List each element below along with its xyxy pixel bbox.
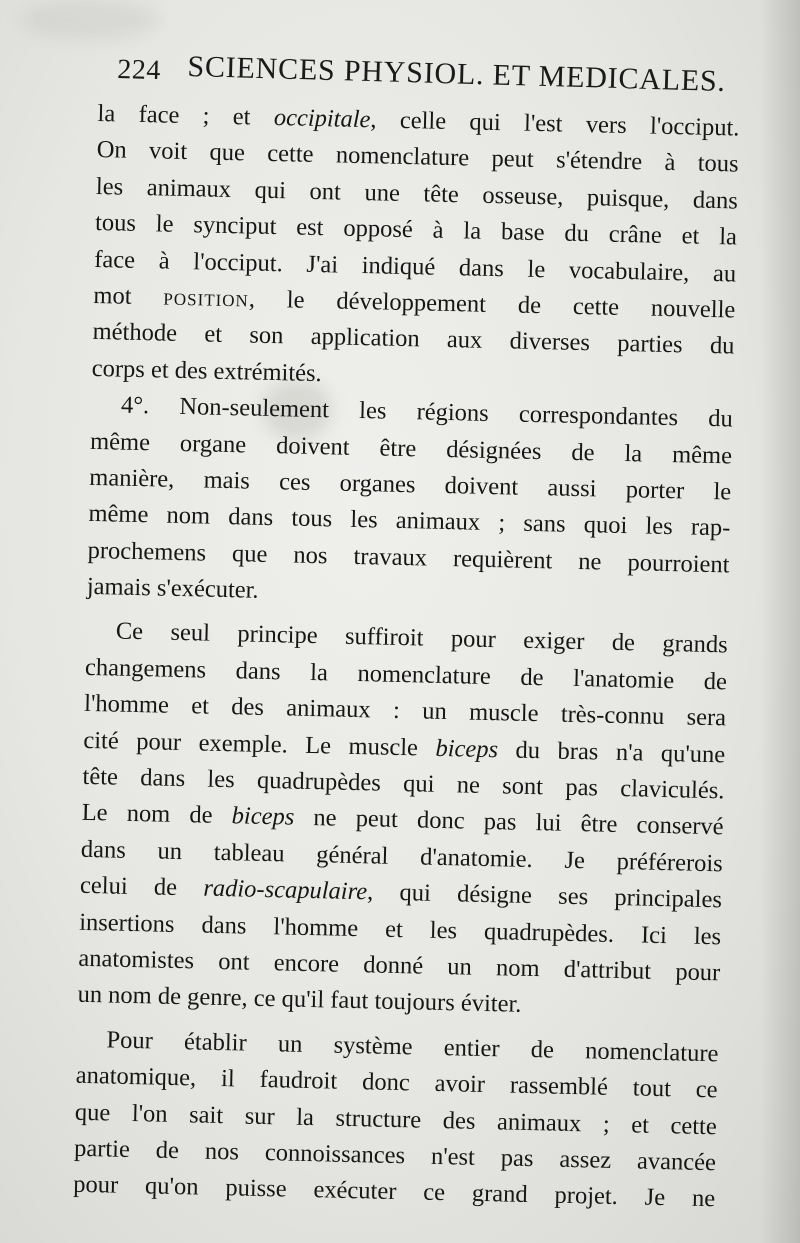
text-line: insertions dans l'homme et les quadrupèdes. Ici les (78, 908, 722, 950)
text-line: corps et des extrémités. (91, 354, 323, 387)
text-line: manière, mais ces organes doivent aussi porter le (89, 463, 732, 506)
text-line: les animaux qui ont une tête osseuse, puisque, dans (95, 172, 739, 215)
text-line: même nom dans tous les animaux ; sans quoi les rap- (88, 500, 731, 542)
text-line: celui de radio-scapulaire, qui désigne ses principales (79, 872, 723, 914)
paper-stain (20, 0, 160, 40)
text-line: prochemens que nos travaux requièrent ne pourroient (87, 536, 730, 579)
text-line: 4°. Non-seulement les régions correspondantes du (120, 391, 734, 433)
binding-shadow (760, 0, 800, 1243)
text-line: mot position, le développement de cette nouvelle (93, 281, 736, 324)
text-line: partie de nos connoissances n'est pas assez avancée (73, 1134, 717, 1177)
page-number: 224 (116, 53, 162, 87)
text-line: même organe doivent être désignées de la même (89, 427, 733, 469)
text-line: jamais s'exécuter. (86, 572, 259, 604)
text-line: On voit que cette nomenclature peut s'étendre à tous (96, 136, 739, 178)
text-line: que l'on sait sur la structure des animaux ; et cette (74, 1098, 718, 1140)
text-line: méthode et son application aux diverses parties du (92, 318, 735, 360)
text-line: cité pour exemple. Le muscle biceps du bras n'a qu'une (83, 726, 726, 769)
text-line: Pour établir un système entier de nomenclature (106, 1026, 719, 1068)
running-head: SCIENCES PHYSIOL. ET MEDICALES. (187, 49, 727, 98)
body-text (73, 96, 740, 1218)
text-line: Ce seul principe suffiroit pour exiger de grands (115, 618, 729, 659)
text-line: Le nom de biceps ne peut donc pas lui être conservé (81, 799, 724, 841)
text-line: pour qu'on puisse exécuter ce grand projet. Je ne (72, 1171, 716, 1213)
text-line: dans un tableau général d'anatomie. Je préférerois (80, 835, 724, 878)
text-line: anatomique, il faudroit donc avoir rassemblé tout ce (75, 1061, 718, 1104)
text-line: tête dans les quadrupèdes qui ne sont pas claviculés. (82, 762, 725, 805)
text-line: un nom de genre, ce qu'il faut toujours éviter. (77, 981, 522, 1019)
text-line: la face ; et occipitale, celle qui l'est vers l'occiput. (97, 99, 740, 142)
text-line: face à l'occiput. J'ai indiqué dans le vocabulaire, au (93, 245, 737, 288)
text-line: l'homme et des animaux : un muscle très-connu sera (83, 690, 727, 732)
text-line: anatomistes ont encore donné un nom d'attribut pour (78, 944, 721, 987)
text-line: tous le synciput est opposé à la base du crâne et la (94, 209, 738, 251)
text-line: changemens dans la nomenclature de l'anatomie de (84, 653, 728, 696)
